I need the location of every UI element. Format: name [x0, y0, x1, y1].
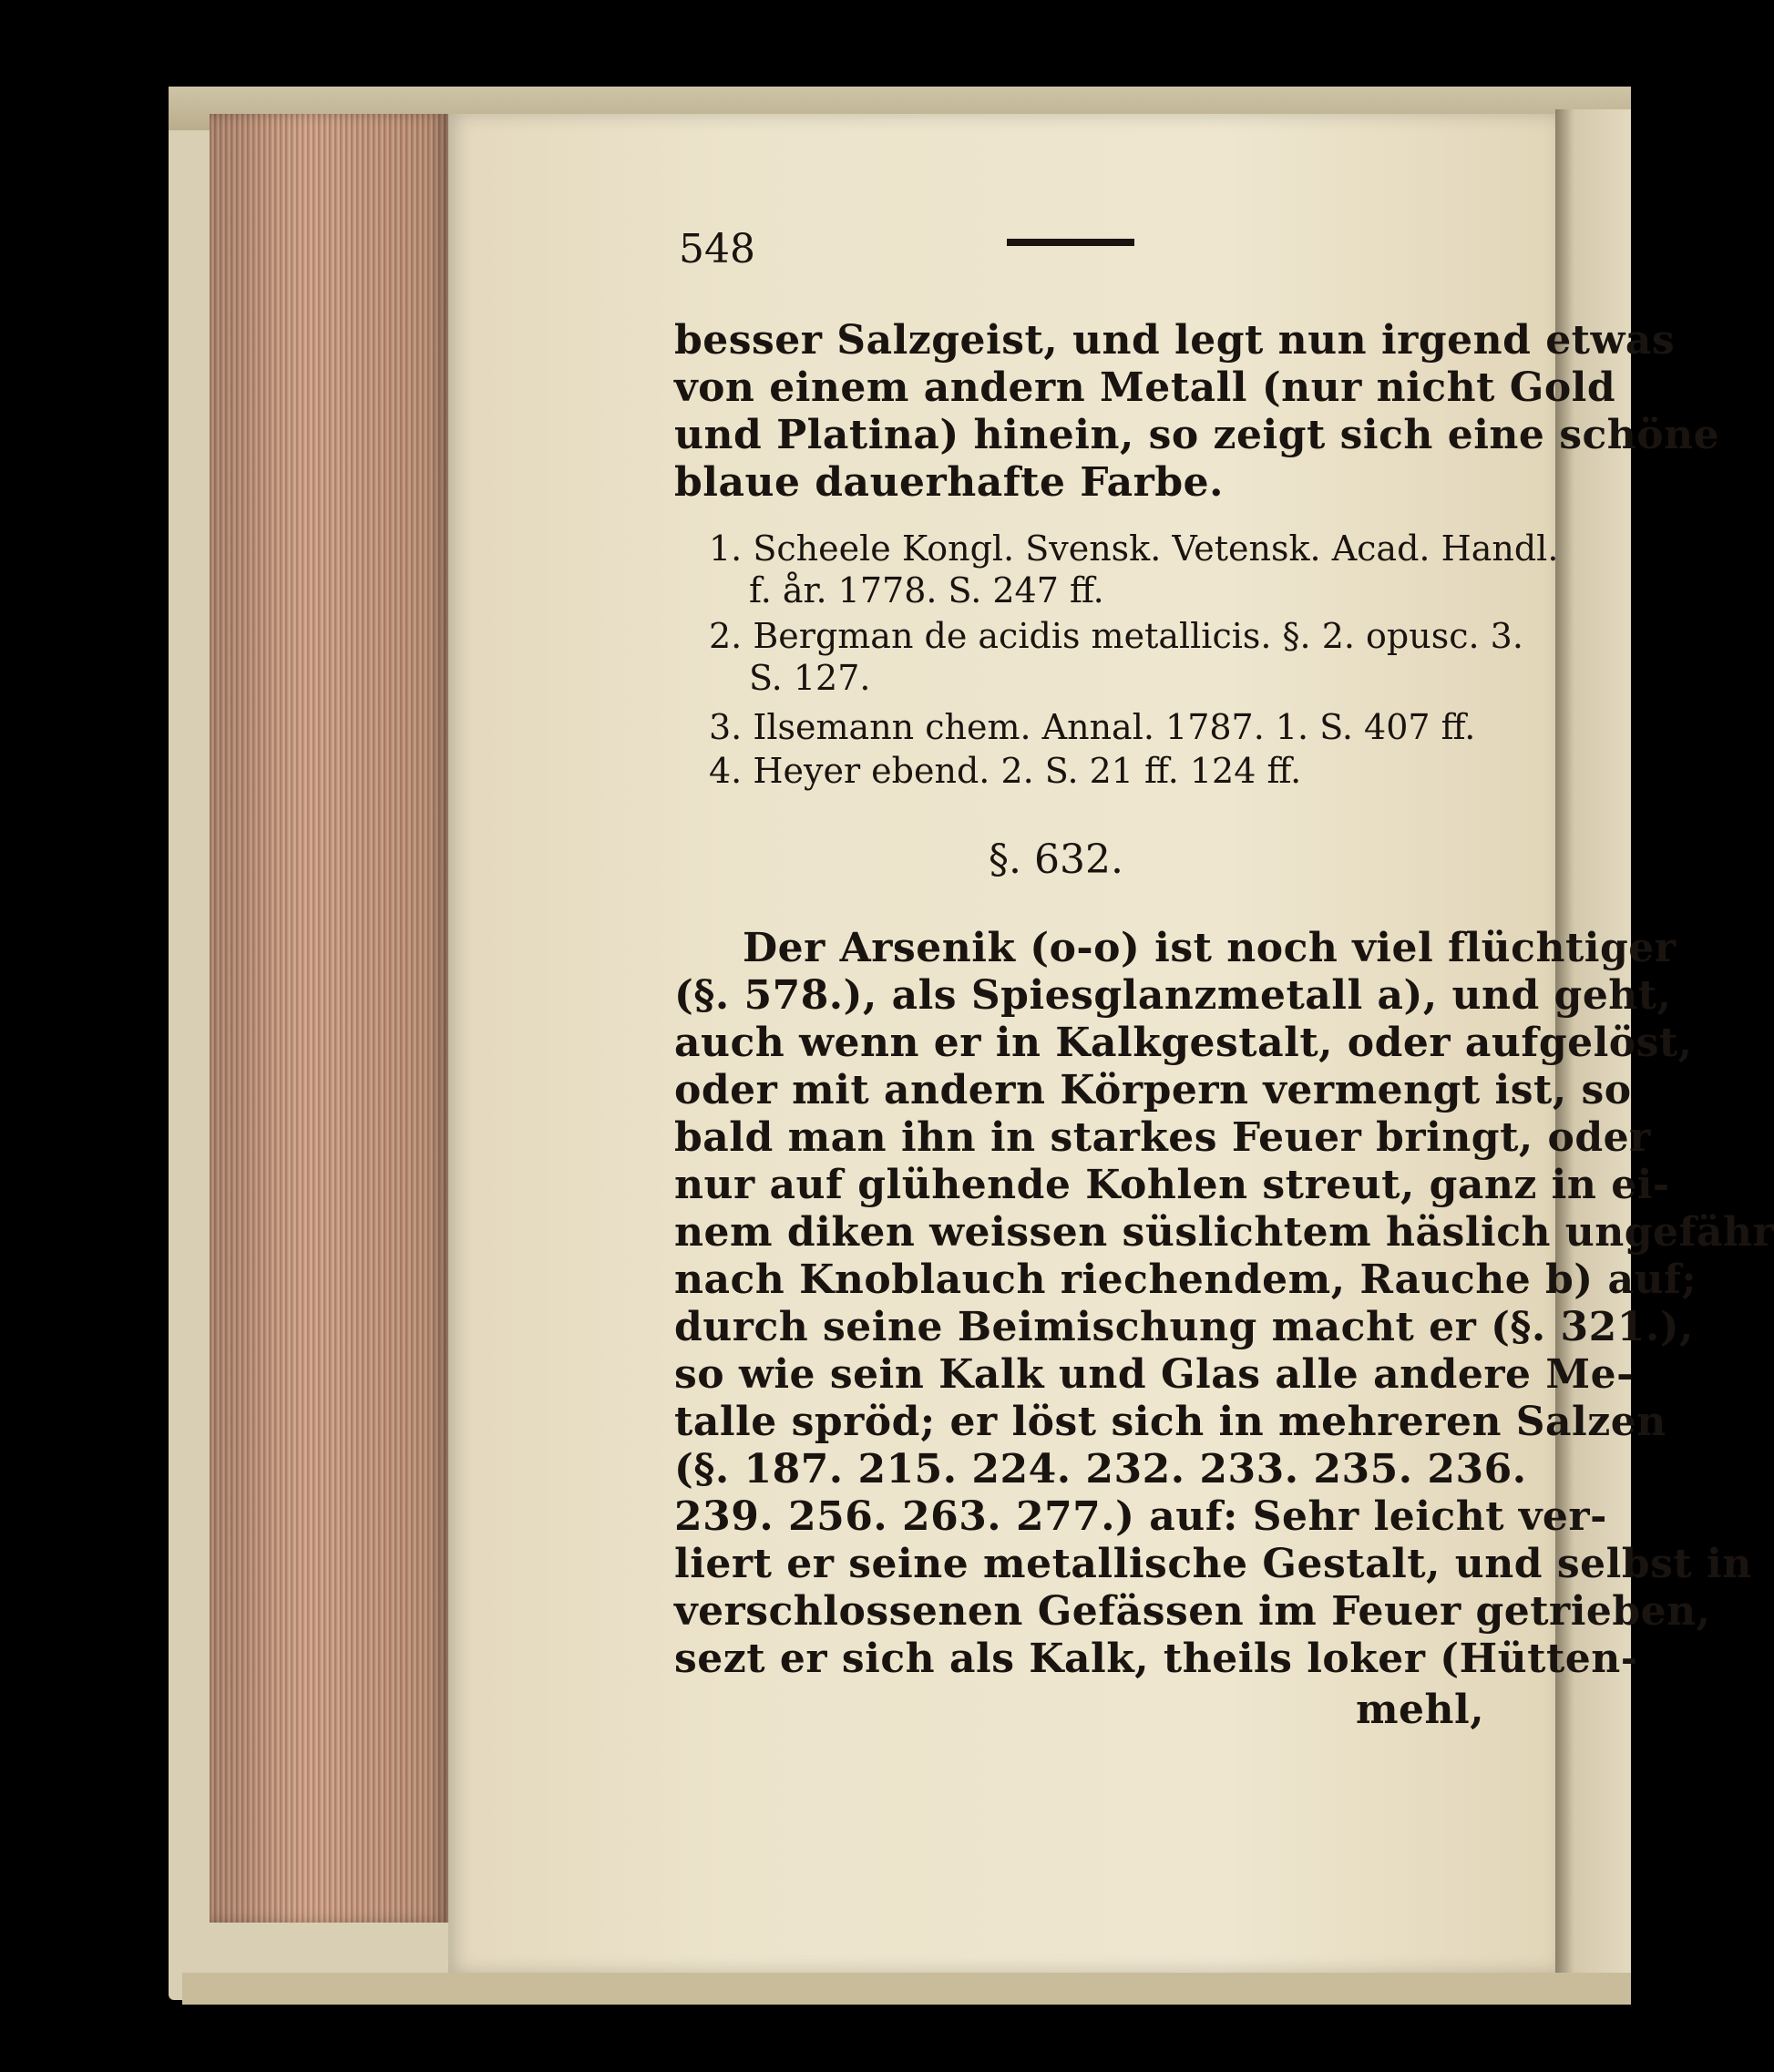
text-line: von einem andern Metall (nur nicht Gold [674, 364, 1616, 411]
footnote-text: Heyer ebend. 2. S. 21 ff. 124 ff. [753, 751, 1302, 791]
header-rule [1007, 239, 1134, 246]
text-line: bald man ihn in starkes Feuer bringt, oder [674, 1114, 1651, 1161]
footnote-text: Ilsemann chem. Annal. 1787. 1. S. 407 ff. [753, 707, 1476, 747]
text-line: besser Salzgeist, und legt nun irgend etwas [674, 317, 1676, 364]
text-line: verschlossenen Gefässen im Feuer getrieben, [674, 1588, 1711, 1635]
book-bottom-edge [182, 1973, 1631, 2005]
footnote-number: 1. [709, 528, 743, 569]
text-line: 239. 256. 263. 277.) auf: Sehr leicht ver- [674, 1493, 1607, 1540]
footnote-1 [709, 528, 1558, 569]
footnote-text: Bergman de acidis metallicis. §. 2. opusc. 3. [753, 616, 1523, 656]
catchword: mehl, [1356, 1687, 1485, 1733]
footnote-2-cont: S. 127. [749, 658, 871, 698]
footnote-2 [709, 616, 1523, 656]
footnote-number: 4. [709, 751, 743, 791]
text-line: nem diken weissen süslichtem häslich ungefähr [674, 1209, 1774, 1256]
text-line: liert er seine metallische Gestalt, und selbst in [674, 1541, 1752, 1587]
text-line: und Platina) hinein, so zeigt sich eine schöne [674, 412, 1720, 458]
text-line: auch wenn er in Kalkgestalt, oder aufgelöst, [674, 1020, 1693, 1066]
text-line: sezt er sich als Kalk, theils loker (Hütten- [674, 1636, 1638, 1682]
text-line: talle spröd; er löst sich in mehreren Salzen [674, 1399, 1666, 1445]
footnote-text: Scheele Kongl. Svensk. Vetensk. Acad. Handl. [753, 528, 1559, 569]
text-line: Der Arsenik (o-o) ist noch viel flüchtiger [743, 925, 1677, 971]
text-line: nach Knoblauch riechendem, Rauche b) auf; [674, 1257, 1697, 1303]
text-line: durch seine Beimischung macht er (§. 321.), [674, 1304, 1694, 1350]
footnote-1-cont: f. år. 1778. S. 247 ff. [749, 570, 1104, 610]
footnote-4 [709, 751, 1301, 791]
page-block-edges [210, 114, 448, 1923]
text-line: nur auf glühende Kohlen streut, ganz in ei- [674, 1162, 1670, 1208]
footnote-3 [709, 707, 1475, 747]
section-heading: §. 632. [989, 836, 1123, 883]
text-line: oder mit andern Körpern vermengt ist, so [674, 1067, 1632, 1113]
footnote-number: 3. [709, 707, 743, 747]
text-line: blaue dauerhafte Farbe. [674, 459, 1224, 506]
page-number: 548 [679, 226, 755, 272]
text-line: so wie sein Kalk und Glas alle andere Me- [674, 1351, 1634, 1398]
footnote-number: 2. [709, 616, 743, 656]
text-line: (§. 187. 215. 224. 232. 233. 235. 236. [674, 1446, 1527, 1492]
text-line: (§. 578.), als Spiesglanzmetall a), und geht, [674, 972, 1672, 1019]
